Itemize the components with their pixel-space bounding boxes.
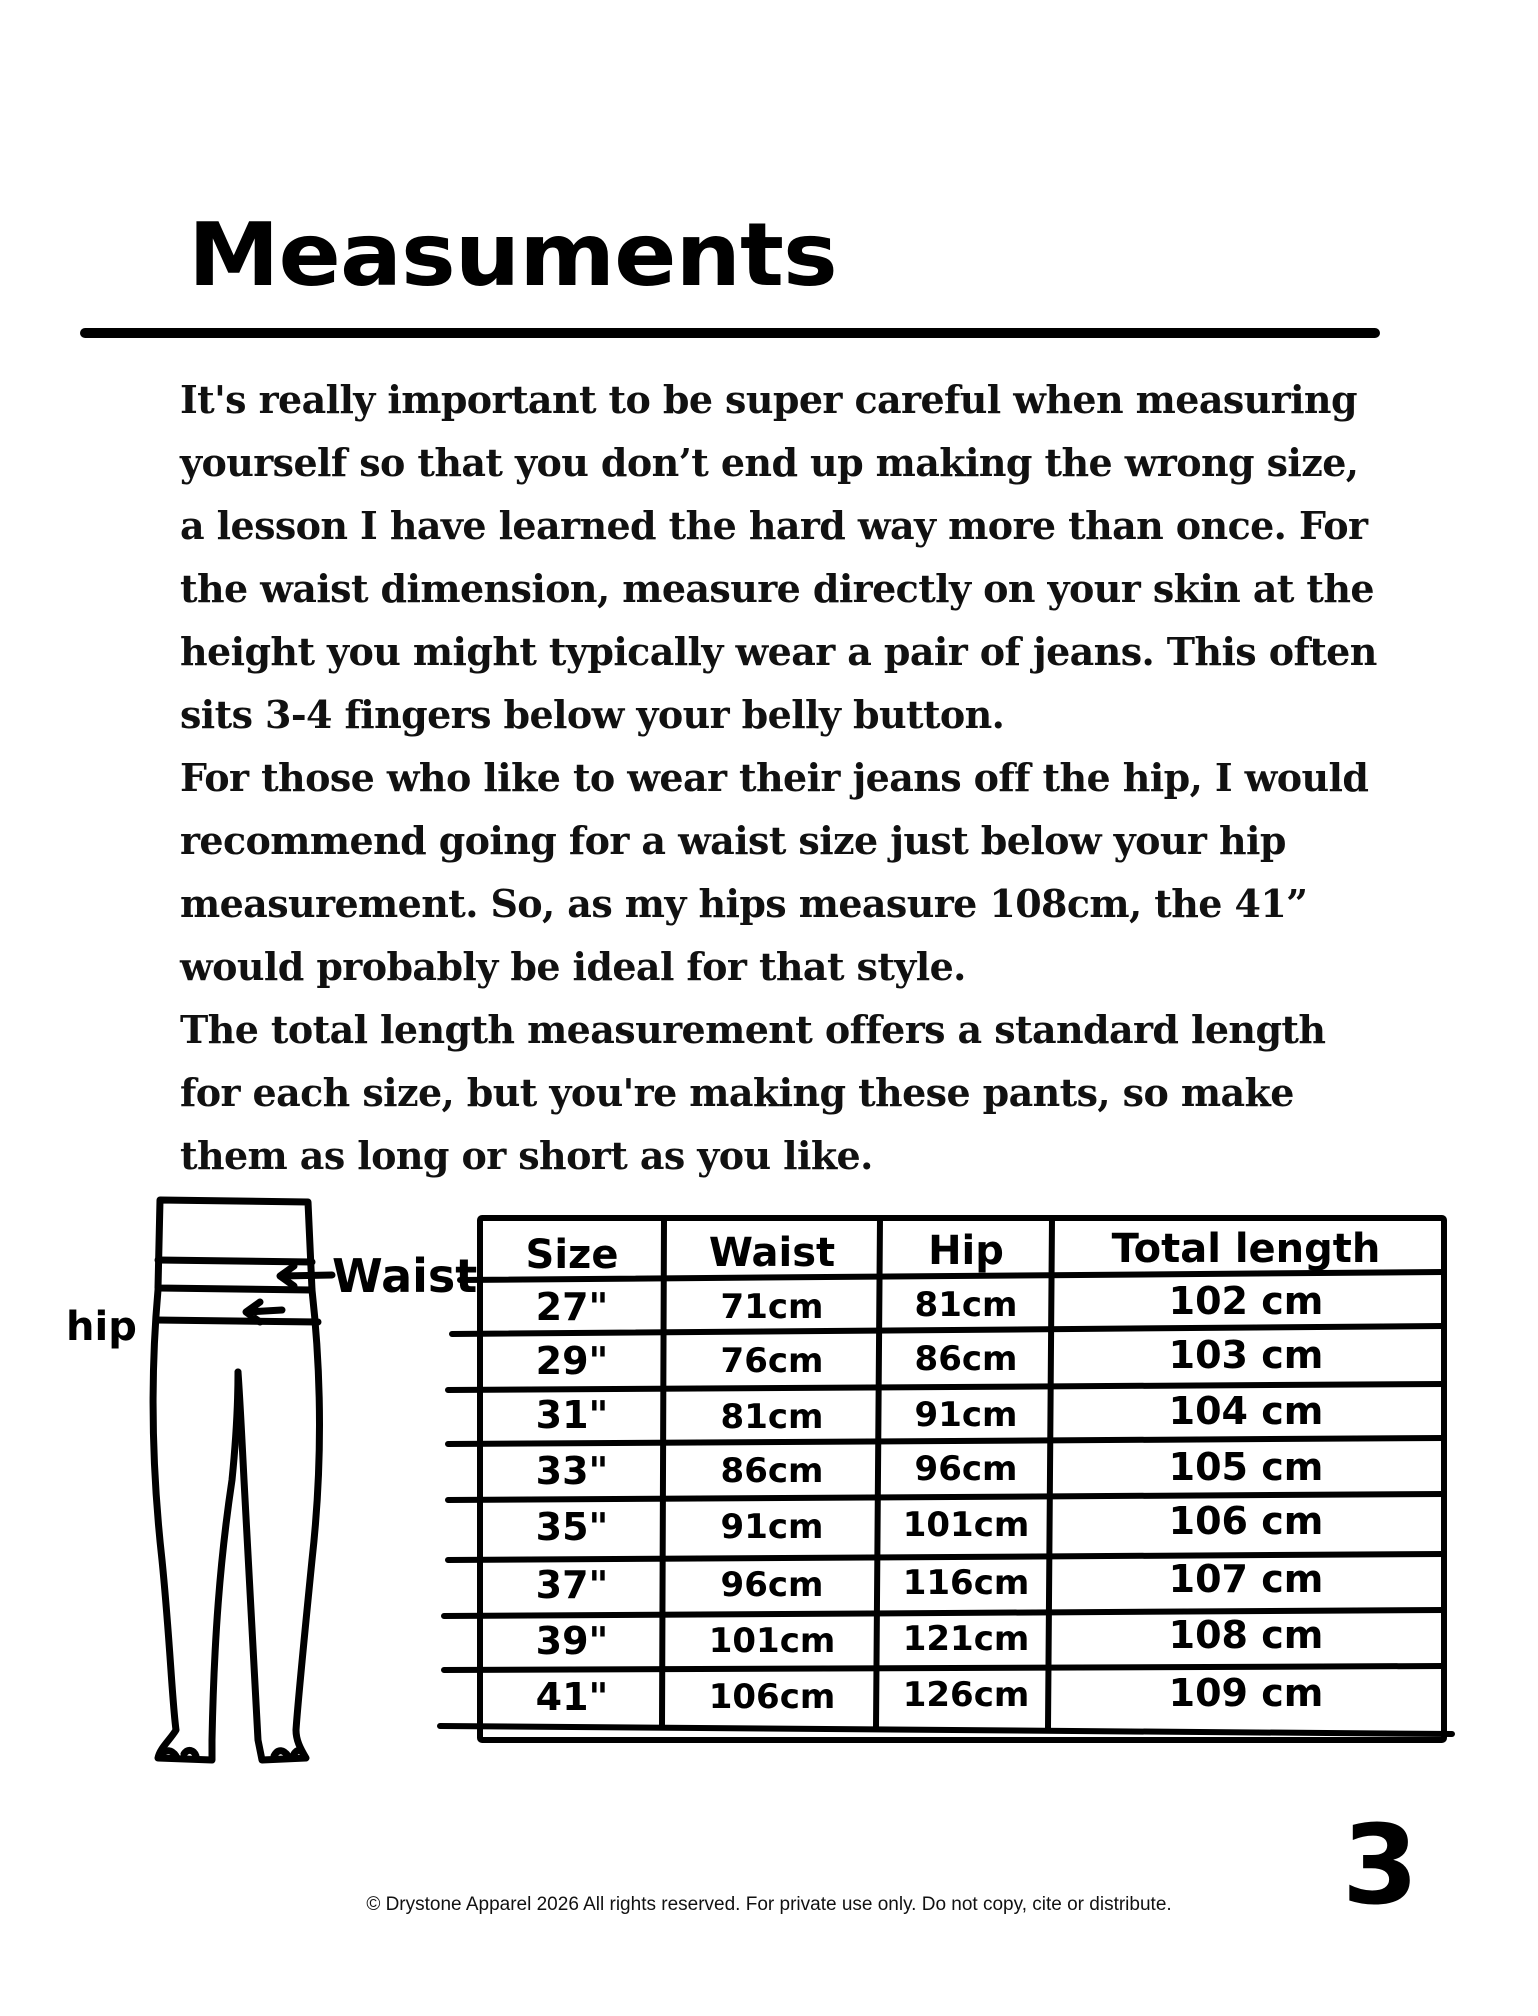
header-waist: Waist: [708, 1230, 836, 1276]
row-divider: [444, 1666, 1444, 1670]
length-cell: 106 cm: [1168, 1499, 1324, 1543]
hip-cell: 121cm: [902, 1619, 1030, 1659]
size-cell: 35": [535, 1505, 609, 1549]
paragraph-waist: It's really important to be super careful when measuring yourself so that you don’t end up making the wrong size, a lesson I have learned the hard way more than once. For the waist dimension, measure directly on your skin at the height you might typically wear a pair of jeans. This often sits 3-4 fingers below your belly button.: [180, 377, 1377, 737]
hip-cell: 86cm: [914, 1339, 1018, 1379]
paragraph-length: The total length measurement offers a standard length for each size, but you're making these pants, so make them as long or short as you like.: [180, 1007, 1326, 1178]
hip-cell: 91cm: [914, 1395, 1018, 1435]
hip-cell: 116cm: [902, 1563, 1030, 1603]
waist-arrow-icon: [280, 1266, 332, 1286]
header-size: Size: [525, 1232, 619, 1278]
table-row: [536, 1557, 1324, 1607]
length-cell: 105 cm: [1168, 1445, 1324, 1489]
length-cell: 102 cm: [1168, 1279, 1324, 1323]
waist-label: Waist: [332, 1249, 478, 1303]
size-cell: 41": [535, 1675, 609, 1719]
pants-sketch: [153, 1200, 332, 1760]
row-divider: [440, 1726, 1452, 1734]
table-row: [536, 1499, 1324, 1549]
hip-line: [156, 1320, 318, 1322]
row-divider: [448, 1438, 1444, 1444]
column-divider: [876, 1218, 880, 1728]
page-title: Measuments: [188, 204, 837, 307]
table-row: [536, 1671, 1324, 1719]
size-cell: 27": [535, 1285, 609, 1329]
column-divider: [1048, 1218, 1052, 1728]
length-cell: 108 cm: [1168, 1613, 1324, 1657]
length-cell: 107 cm: [1168, 1557, 1324, 1601]
waist-cell: 101cm: [708, 1621, 836, 1661]
size-table-header: [526, 1226, 1381, 1278]
hip-cell: 81cm: [914, 1285, 1018, 1325]
length-cell: 109 cm: [1168, 1671, 1324, 1715]
table-row: [536, 1279, 1324, 1329]
header-hip: Hip: [928, 1228, 1004, 1274]
page-number: 3: [1342, 1801, 1419, 1929]
size-cell: 33": [535, 1449, 609, 1493]
waist-cell: 86cm: [720, 1451, 824, 1491]
waist-cell: 76cm: [720, 1341, 824, 1381]
waist-cell: 106cm: [708, 1677, 836, 1717]
table-row: [536, 1389, 1324, 1437]
header-total-length: Total length: [1111, 1226, 1381, 1272]
column-divider: [662, 1218, 664, 1726]
waist-cell: 96cm: [720, 1565, 824, 1605]
size-cell: 31": [535, 1393, 609, 1437]
paragraph-hip: For those who like to wear their jeans off the hip, I would recommend going for a waist size just below your hip measurement. So, as my hips measure 108cm, the 41” would probably be ideal for that style.: [180, 755, 1369, 989]
waist-line: [158, 1260, 312, 1262]
waist-cell: 81cm: [720, 1397, 824, 1437]
hip-label: hip: [66, 1304, 137, 1350]
waist-cell: 91cm: [720, 1507, 824, 1547]
left-foot: [160, 1750, 196, 1756]
table-row: [536, 1445, 1324, 1493]
waist-cell: 71cm: [720, 1287, 824, 1327]
size-cell: 37": [535, 1563, 609, 1607]
length-cell: 104 cm: [1168, 1389, 1324, 1433]
right-leg: [238, 1290, 320, 1760]
hip-cell: 126cm: [902, 1675, 1030, 1715]
copyright-footer: © Drystone Apparel 2026 All rights reserved. For private use only. Do not copy, cite or distribute.: [366, 1894, 1172, 1915]
left-leg: [153, 1290, 238, 1760]
length-cell: 103 cm: [1168, 1333, 1324, 1377]
hip-cell: 96cm: [914, 1449, 1018, 1489]
size-cell: 39": [535, 1619, 609, 1663]
size-cell: 29": [535, 1339, 609, 1383]
table-row: [536, 1333, 1324, 1383]
hip-cell: 101cm: [902, 1505, 1030, 1545]
table-row: [536, 1613, 1324, 1663]
